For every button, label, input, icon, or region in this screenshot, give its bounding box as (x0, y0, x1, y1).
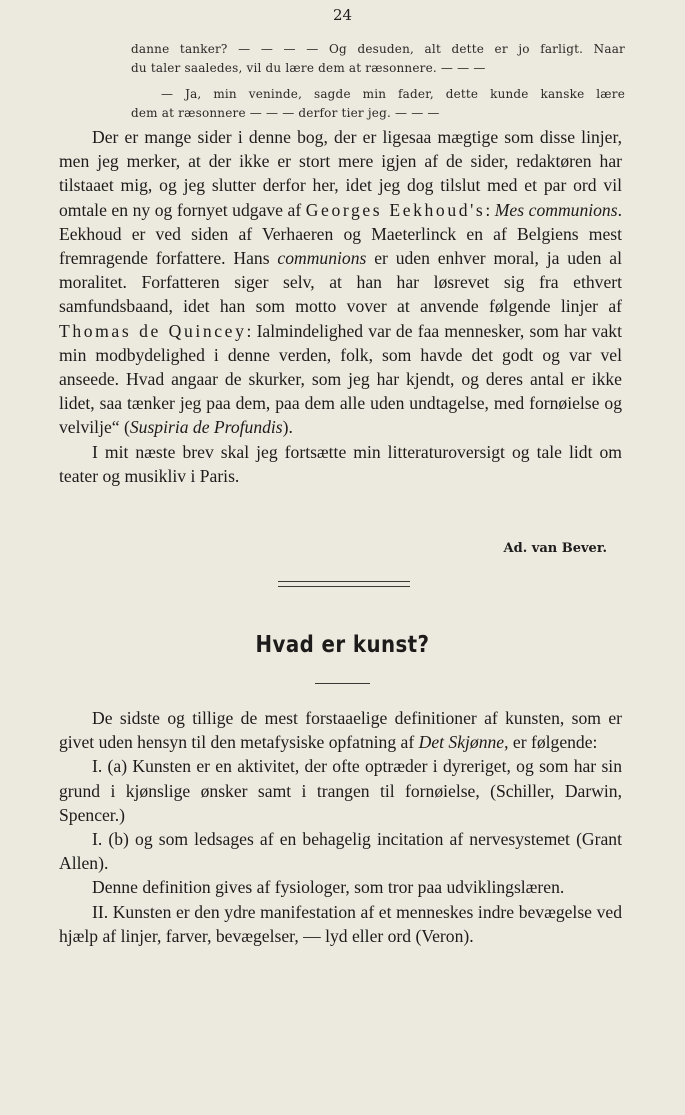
article-2-title: Hvad er kunst? (255, 632, 430, 658)
book-title: Mes communions (494, 199, 618, 220)
source-title: Suspiria de Profundis (129, 417, 283, 438)
small-line-4: dem at ræsonnere — — — derfor tier jeg. — — — (131, 106, 440, 120)
italic-term: Det Skjønne (418, 732, 505, 753)
text-run: . Eekhoud er ved siden af Verhaeren og Maeterlinck en af Belgiens mest fremragende forfattere. Hans (59, 199, 622, 269)
definition-note: Denne definition gives af fysiologer, som tror paa udviklingslæren. (92, 877, 565, 898)
text-run: er uden enhver moral, ja uden al moralitet. Forfatteren siger selv, at han har løsrevet sig fra ethvert samfundsbaand, idet han som motto vover at anvende følgende linjer af (59, 248, 622, 317)
title-underline-divider (315, 683, 370, 684)
small-line-2: du taler saaledes, vil du lære dem at ræsonnere. — — — (131, 61, 486, 75)
quoted-author: Thomas de Quincey (59, 320, 247, 341)
text-run: : Ialmindelighed var de faa mennesker, som har vakt min modbydelighed i denne verden, folk, som havde det godt og var vel anseede. Hvad angaar de skurker, som jeg har kjendt, og deres antal er ikke lidet, saa tænker jeg paa dem, paa dem alle uden undtagelse, med fornøielse og velvilje“ ( (59, 320, 622, 438)
text-run: , er følgende: (504, 732, 598, 753)
definition-1a: I. (a) Kunsten er en aktivitet, der ofte optræder i dyreriget, og som har sin grund i kjønslige ønsker samt i trangen til fornøielse, (Schiller, Darwin, Spencer.) (59, 756, 622, 825)
text-run: Der er mange sider i denne bog, der er ligesaa mægtige som disse linjer, men jeg merker, at der ikke er stort mere igjen af de sider, redaktøren har tilstaaet mig, og jeg slutter derfor her, idet jeg dog tilslut med et par ord vil omtale en ny og fornyet udgave af (59, 127, 622, 220)
small-print-passage (131, 40, 625, 78)
small-line-1: danne tanker? — — — — Og desuden, alt dette er jo farligt. Naar (131, 42, 625, 56)
signature: Ad. van Bever. (503, 541, 607, 556)
author-name: Georges Eekhoud's (305, 199, 486, 220)
text-run: De sidste og tillige de mest forstaaelige definitioner af kunsten, som er givet uden hensyn til den metafysiske opfatning af (59, 708, 622, 753)
small-line-3: — Ja, min veninde, sagde min fader, dette kunde kanske lære (161, 87, 625, 101)
definition-2: II. Kunsten er den ydre manifestation af et menneskes indre bevægelse ved hjælp af linjer, farver, bevægelser, — lyd eller ord (Veron). (59, 901, 622, 946)
page-number: 24 (332, 6, 353, 24)
article-2-body (59, 706, 622, 948)
definition-1b: I. (b) og som ledsages af en behagelig incitation af nervesystemet (Grant Allen). (59, 829, 622, 874)
text-run: : (485, 199, 495, 220)
double-divider (278, 581, 410, 587)
book-title-short: communions (277, 248, 367, 269)
small-print-dialogue (131, 85, 625, 123)
article-1-body (59, 125, 622, 488)
article-1-paragraph-2: I mit næste brev skal jeg fortsætte min litteraturoversigt og tale lidt om teater og musikliv i Paris. (59, 441, 622, 486)
article-1-paragraph-1 (59, 125, 622, 440)
text-run: ). (282, 417, 293, 438)
article-2-intro (59, 706, 622, 754)
